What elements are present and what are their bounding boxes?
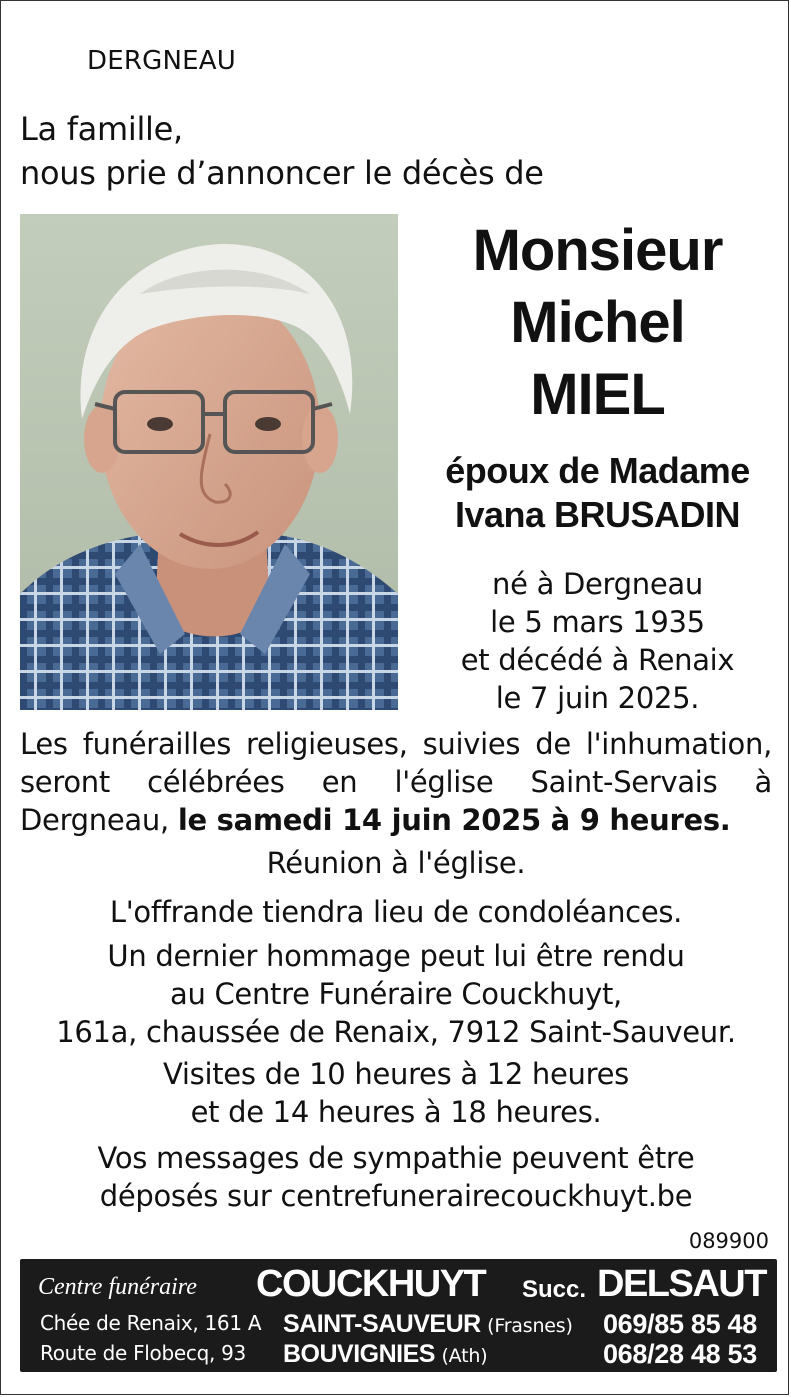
reference-number: 089900 [688, 1229, 769, 1253]
footer-town-2-sub: (Ath) [441, 1345, 488, 1367]
intro-line-2: nous prie d’annoncer le décès de [20, 154, 544, 192]
intro-text [20, 107, 544, 195]
deceased-first-name: Michel [510, 290, 685, 355]
footer-town-2-name: BOUVIGNIES [283, 1340, 435, 1368]
tribute-line-2: au Centre Funéraire Couckhuyt, [170, 977, 622, 1011]
birth-death-info [406, 565, 789, 717]
footer-phone-1: 069/85 85 48 [602, 1309, 757, 1339]
tribute-line-1: Un dernier hommage peut lui être rendu [107, 939, 685, 973]
died-line-1: et décédé à Renaix [460, 643, 735, 677]
died-line-2: le 7 juin 2025. [495, 681, 700, 715]
visits-text [20, 1055, 772, 1131]
tribute-text [20, 937, 772, 1051]
messages-line-1: Vos messages de sympathie peuvent être [97, 1141, 695, 1175]
meeting-text: Réunion à l'église. [266, 846, 526, 880]
spouse-line-1: époux de Madame [445, 450, 750, 491]
born-line-2: le 5 mars 1935 [490, 605, 705, 639]
footer-town-1-name: SAINT-SAUVEUR [283, 1310, 481, 1338]
portrait-photo [20, 214, 398, 710]
spouse-line-2: Ivana BRUSADIN [454, 494, 741, 535]
footer-brand: Centre funéraire [38, 1274, 197, 1300]
deceased-title: Monsieur [472, 218, 723, 283]
messages-text [20, 1139, 772, 1215]
visits-line-1: Visites de 10 heures à 12 heures [163, 1057, 629, 1091]
footer-phone-2: 068/28 48 53 [602, 1339, 757, 1369]
footer-town-2 [283, 1339, 487, 1371]
deceased-name [406, 215, 789, 431]
footer-town-1 [283, 1309, 573, 1341]
deceased-last-name: MIEL [530, 362, 665, 427]
messages-line-2: déposés sur centrefunerairecouckhuyt.be [99, 1179, 693, 1213]
funeral-home-banner [20, 1259, 777, 1372]
intro-line-1: La famille, [20, 110, 183, 148]
footer-succ: Succ. [522, 1276, 587, 1303]
funeral-paragraph [20, 725, 772, 839]
footer-town-1-sub: (Frasnes) [487, 1315, 573, 1337]
offering-text: L'offrande tiendra lieu de condoléances. [109, 895, 683, 929]
funeral-text: Les funérailles religieuses, suivies de l'inhumation, seront célébrées en l'église Saint-Servais à Dergneau, [20, 727, 772, 837]
header-location: DERGNEAU [87, 46, 236, 76]
footer-address-2: Route de Flobecq, 93 [40, 1341, 246, 1365]
portrait-image [20, 214, 398, 710]
footer-company-name: COUCKHUYT [256, 1263, 486, 1305]
footer-successor-name: DELSAUT [597, 1263, 766, 1305]
funeral-date: le samedi 14 juin 2025 à 9 heures. [177, 803, 731, 837]
born-line-1: né à Dergneau [492, 567, 703, 601]
spouse-info [406, 449, 789, 537]
visits-line-2: et de 14 heures à 18 heures. [190, 1095, 602, 1129]
footer-address-1: Chée de Renaix, 161 A [40, 1311, 262, 1335]
tribute-line-3: 161a, chaussée de Renaix, 7912 Saint-Sauveur. [56, 1015, 736, 1049]
